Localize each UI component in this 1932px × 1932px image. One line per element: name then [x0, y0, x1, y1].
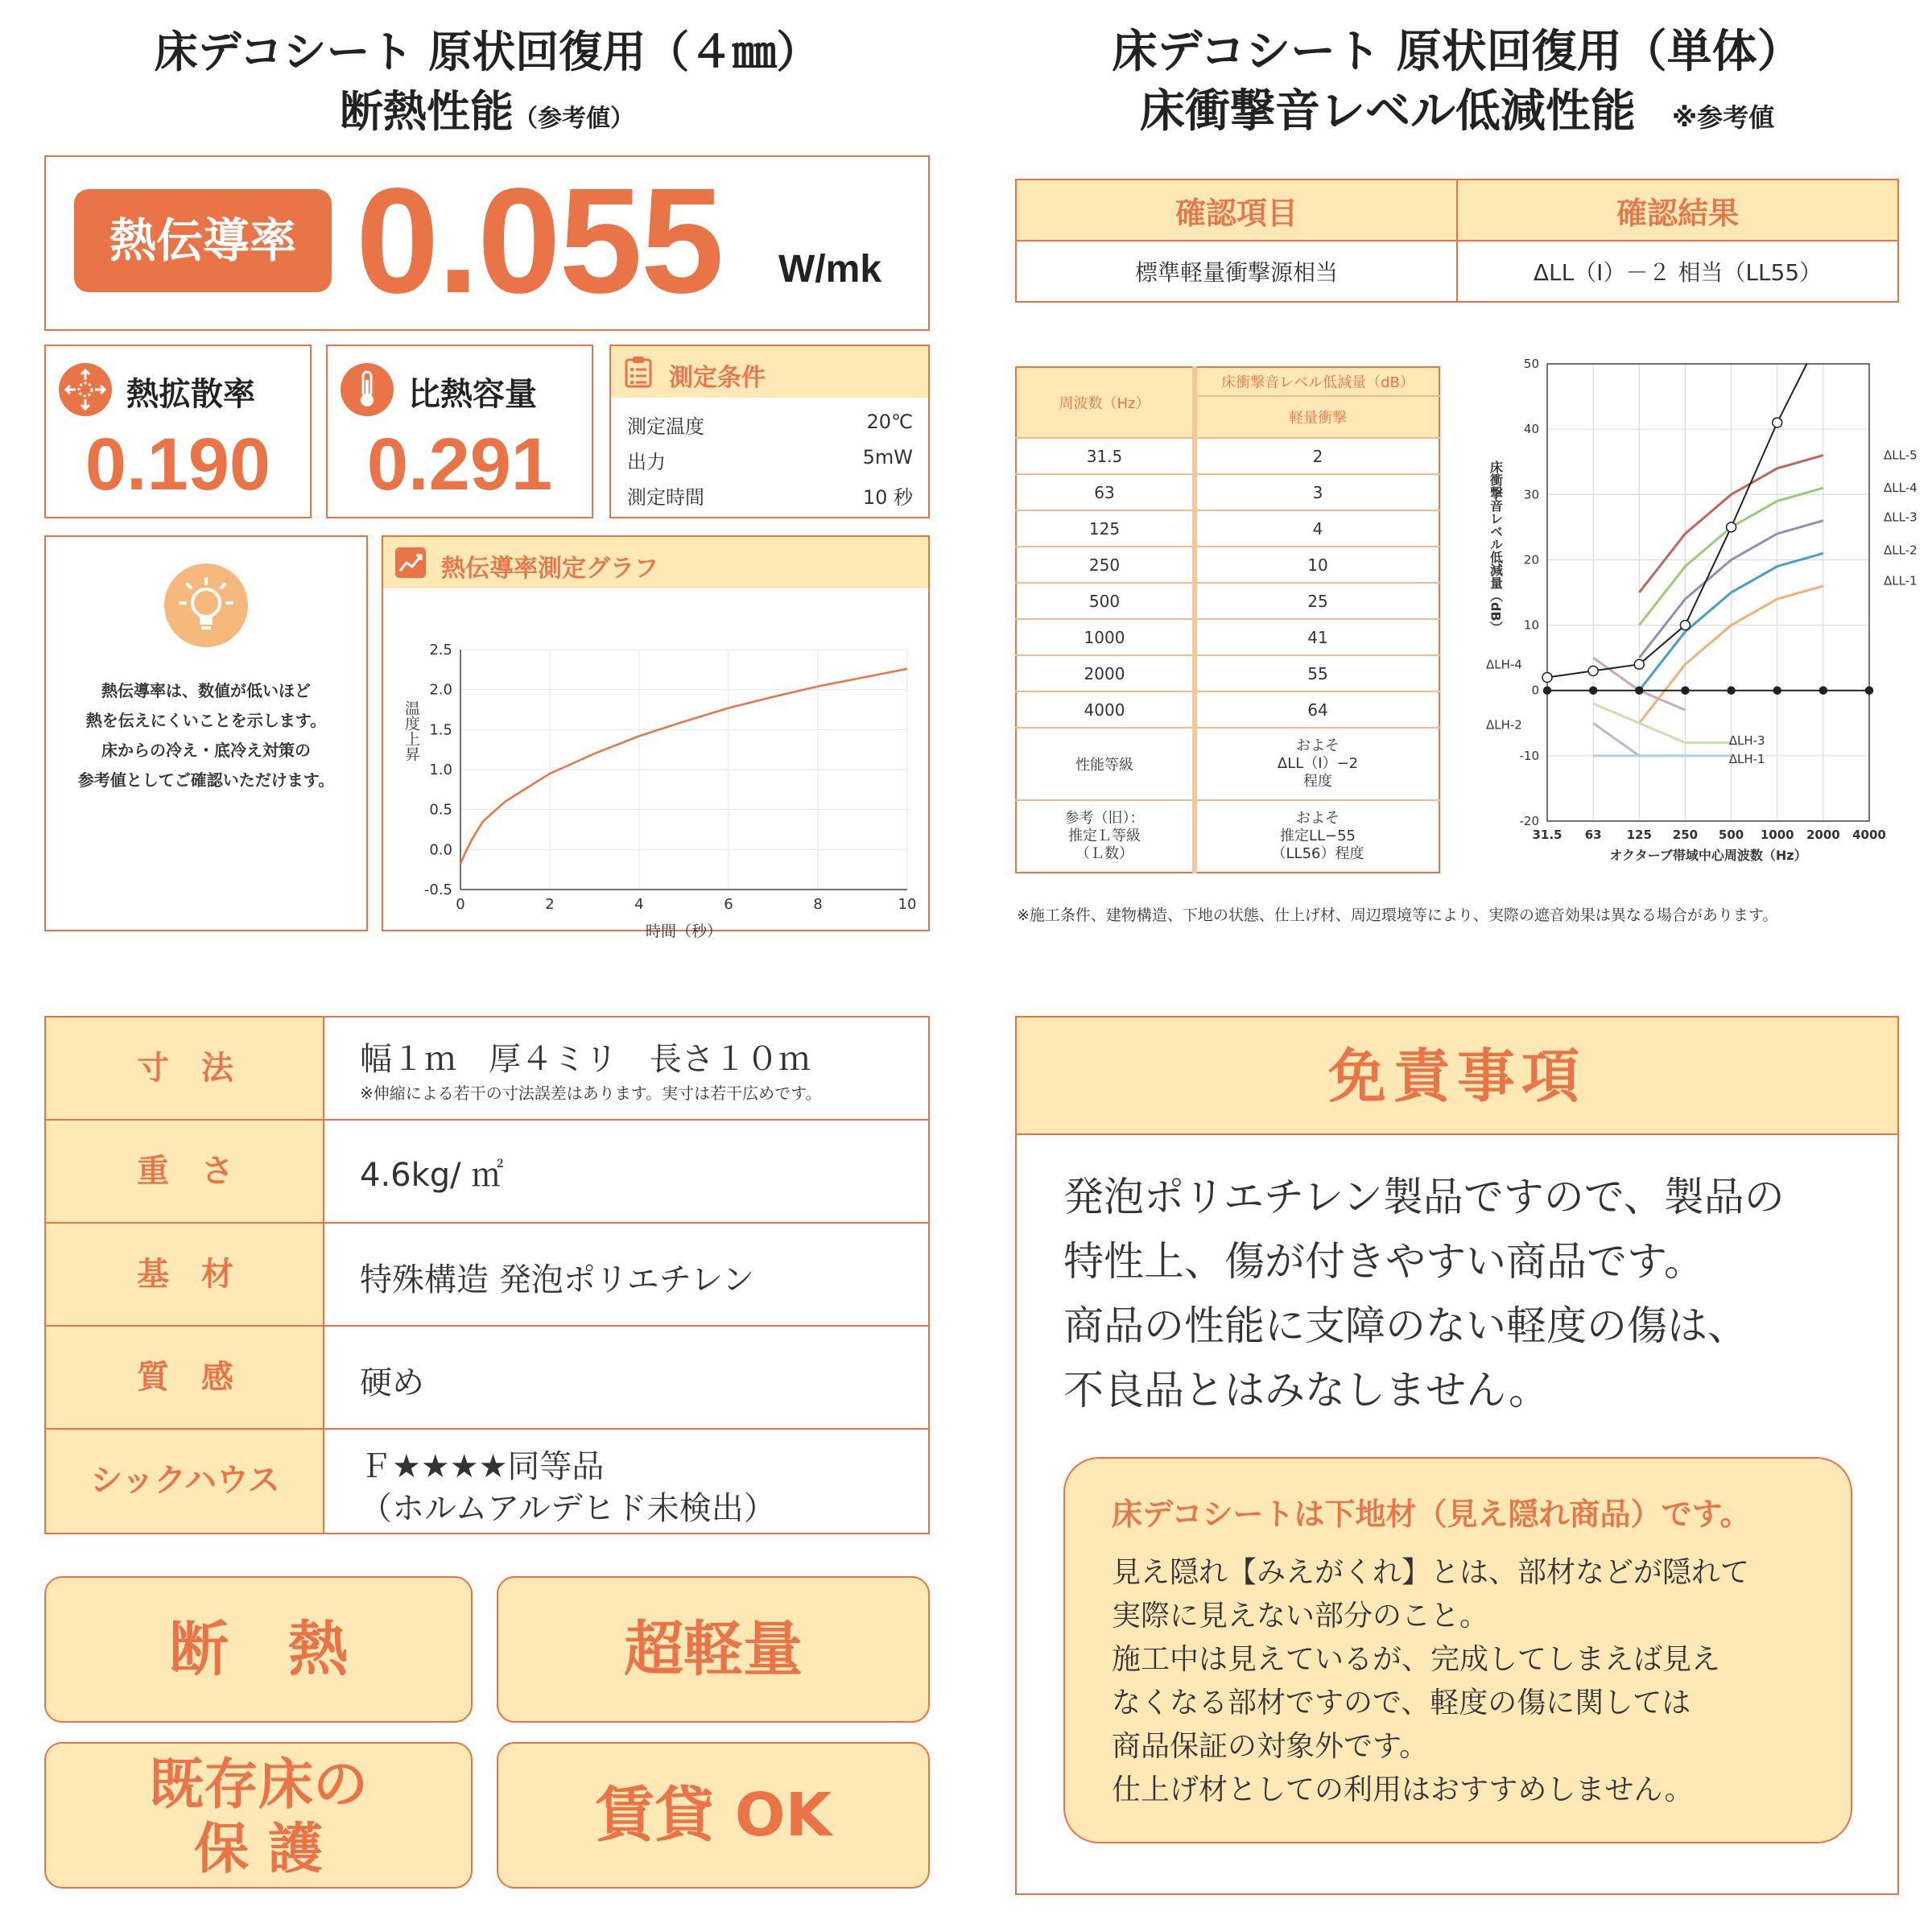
table-row-grade: 性能等級 およそ ΔLL（I）−2 程度	[1016, 728, 1439, 800]
sound-title-note: ※参考値	[1671, 102, 1775, 133]
insulation-title-line2: 断熱性能	[340, 86, 514, 137]
diffusivity-panel	[44, 345, 312, 518]
conditions-row	[627, 481, 913, 510]
conditions-row-value: 10 秒	[862, 486, 913, 509]
table-row: 250 10	[1016, 547, 1439, 583]
spec-value: Ｆ★★★★同等品	[360, 1448, 605, 1485]
table-row: 1000 41	[1016, 619, 1439, 655]
heat-conduction-chart	[383, 588, 928, 940]
x-tick-label: 10	[898, 896, 917, 913]
table-row: 2000 55	[1016, 655, 1439, 691]
x-tick-label: 8	[813, 896, 823, 913]
y-tick-label: -20	[1519, 814, 1539, 828]
x-tick-label: 0	[456, 896, 465, 913]
conditions-header	[611, 346, 928, 398]
y-tick-label: 1.5	[429, 721, 452, 739]
series-point	[1727, 522, 1736, 532]
disclaimer-panel	[1015, 1016, 1899, 1895]
spec-value: 4.6kg/ ㎡	[360, 1157, 504, 1194]
series-label: ΔLL-4	[1884, 481, 1918, 496]
spec-label: 質 感	[137, 1359, 233, 1396]
x-tick-label: 500	[1718, 828, 1744, 842]
disclaimer-text: 発泡ポリエチレン製品ですので、製品の 特性上、傷が付きやすい商品です。 商品の性能に支障のない軽度の傷は、 不良品とはみなしません。	[1063, 1174, 1785, 1414]
series-point	[1588, 666, 1598, 675]
series-line	[1547, 364, 1806, 677]
conditions-row-label: 出力	[627, 451, 666, 473]
spec-table	[44, 1016, 930, 1534]
feature-ultralight: 超軽量	[497, 1576, 930, 1723]
y-tick-label: 0	[1531, 683, 1539, 698]
series-label: ΔLH-2	[1486, 717, 1522, 733]
conductivity-panel	[44, 155, 930, 331]
conditions-row	[627, 446, 913, 474]
series-point	[1590, 687, 1597, 694]
diffusion-arrows-icon	[58, 362, 113, 417]
x-axis-label: 時間（秒）	[645, 923, 723, 940]
specific-heat-panel	[326, 345, 593, 518]
feature-rental-ok: 賃貸 OK	[497, 1742, 930, 1889]
spec-row	[46, 1224, 928, 1327]
y-tick-label: -10	[1519, 748, 1539, 763]
temperature-series-line	[460, 669, 907, 864]
series-point	[1634, 659, 1644, 669]
table-header-light: 軽量衝撃	[1195, 396, 1439, 438]
spec-label: 寸 法	[137, 1050, 233, 1087]
y-tick-label: -0.5	[423, 881, 452, 898]
sound-footnote: ※施工条件、建物構造、下地の状態、仕上げ材、周辺環境等により、実際の遮音効果は異なる場合があります。	[1017, 906, 1778, 924]
conductivity-value: 0.055	[356, 158, 723, 324]
conditions-title: 測定条件	[669, 364, 766, 392]
plot-frame	[1547, 364, 1869, 821]
insulation-title-note: （参考値）	[514, 105, 634, 133]
insulation-title-line1: 床デコシート 原状回復用（４㎜）	[154, 27, 820, 77]
conditions-row-value: 20℃	[866, 411, 913, 433]
table-row: 125 4	[1016, 510, 1439, 547]
sound-title	[1016, 24, 1898, 154]
series-label: ΔLH-3	[1728, 733, 1765, 749]
series-label: ΔLL-3	[1884, 510, 1918, 525]
thermometer-icon	[340, 362, 394, 417]
y-axis-label: 床衝撃音レベル低減量（dB）	[1488, 460, 1504, 634]
series-point	[1866, 687, 1873, 694]
summary-row	[1016, 241, 1898, 302]
conditions-row	[627, 411, 913, 439]
summary-item: 標準軽量衝撃源相当	[1016, 241, 1457, 302]
conditions-row-label: 測定時間	[627, 486, 704, 509]
series-point	[1680, 621, 1690, 630]
note-text: 熱伝導率は、数値が低いほど 熱を伝えにくいことを示します。 床からの冷え・底冷え対策の 参考値としてご確認いただけます。	[77, 681, 335, 790]
series-label: ΔLL-5	[1884, 448, 1918, 463]
table-row: 500 25	[1016, 583, 1439, 619]
series-label: ΔLH-4	[1486, 657, 1522, 672]
summary-header-item: 確認項目	[1016, 180, 1457, 241]
series-point	[1773, 687, 1781, 694]
spec-row	[46, 1327, 928, 1430]
x-axis-label: オクターブ帯域中心周波数（Hz）	[1609, 848, 1807, 863]
x-tick-label: 4	[634, 896, 644, 913]
disclaimer-title: 免責事項	[1017, 1018, 1897, 1135]
hidden-material-box	[1063, 1457, 1852, 1843]
diffusivity-label: 熱拡散率	[126, 376, 255, 413]
series-point	[1682, 687, 1689, 694]
spec-value: 幅１ｍ 厚４ミリ 長さ１０ｍ	[360, 1041, 811, 1078]
x-tick-label: 1000	[1760, 828, 1794, 842]
series-point	[1819, 687, 1827, 694]
series-label: ΔLL-2	[1884, 543, 1918, 558]
sound-data-table	[1015, 366, 1440, 873]
table-header-frequency: 周波数（Hz）	[1016, 367, 1195, 438]
conditions-row-label: 測定温度	[627, 415, 704, 438]
x-tick-label: 31.5	[1532, 828, 1563, 842]
clipboard-icon	[624, 356, 653, 388]
specific-heat-label: 比熱容量	[408, 376, 537, 413]
summary-header-row	[1016, 180, 1898, 241]
hidden-material-text: 見え隠れ【みえがくれ】とは、部材などが隠れて 実際に見えない部分のこと。 施工中は見えているが、完成してしまえば見え なくなる部材ですので、軽度の傷に関しては 商品保証の対象外です。 仕上げ材としての利用はおすすめしません。	[1112, 1556, 1750, 1806]
conditions-row-value: 5mW	[862, 446, 913, 469]
table-row: 31.5 2	[1016, 438, 1439, 474]
spec-row	[46, 1018, 928, 1121]
note-panel	[44, 535, 368, 931]
feature-insulation: 断 熱	[44, 1576, 473, 1723]
series-label: ΔLL-1	[1884, 573, 1918, 588]
y-axis-label: 温度上昇	[402, 700, 420, 762]
spec-value: 特殊構造 発泡ポリエチレン	[360, 1261, 755, 1298]
x-tick-label: 125	[1626, 828, 1652, 842]
table-row: 63 3	[1016, 474, 1439, 510]
spec-label: 基 材	[137, 1256, 233, 1293]
table-row-reference: 参考（旧）： 推定Ｌ等級 （Ｌ数） およそ 推定LL−55 （LL56）程度	[1016, 800, 1439, 873]
spec-row	[46, 1430, 928, 1533]
spec-label: シックハウス	[90, 1462, 280, 1499]
hidden-material-title: 床デコシートは下地材（見え隠れ商品）です。	[1112, 1496, 1751, 1532]
series-point	[1773, 418, 1782, 427]
y-tick-label: 2.0	[429, 681, 452, 699]
chart-line-icon	[394, 547, 427, 579]
y-tick-label: 50	[1523, 357, 1539, 371]
summary-result: ΔLL（I）－２ 相当（LL55）	[1457, 241, 1898, 302]
sound-title-line2: 床衝撃音レベル低減性能	[1139, 85, 1636, 138]
y-tick-label: 2.5	[429, 642, 452, 658]
spec-label: 重 さ	[137, 1153, 233, 1190]
x-tick-label: 4000	[1852, 828, 1886, 842]
spec-value-sub: （ホルムアルデヒド未検出）	[360, 1490, 776, 1527]
y-tick-label: 0.0	[429, 841, 452, 859]
series-point	[1728, 687, 1735, 694]
series-point	[1636, 687, 1643, 694]
y-tick-label: 0.5	[429, 801, 452, 819]
conductivity-unit: W/mk	[778, 248, 882, 291]
series-point	[1542, 672, 1552, 682]
spec-note: ※伸縮による若干の寸法誤差はあります。実寸は若干広めです。	[360, 1084, 822, 1103]
conductivity-badge: 熱伝導率	[74, 189, 332, 292]
x-tick-label: 250	[1672, 828, 1699, 842]
y-tick-label: 20	[1523, 552, 1539, 568]
summary-header-result: 確認結果	[1457, 180, 1898, 241]
y-tick-label: 40	[1523, 422, 1539, 437]
x-tick-label: 2	[545, 896, 555, 913]
x-tick-label: 2000	[1806, 828, 1840, 842]
sound-summary-table	[1015, 179, 1899, 303]
diffusivity-value: 0.190	[85, 423, 271, 506]
series-point	[1544, 687, 1551, 694]
specific-heat-value: 0.291	[366, 423, 553, 506]
conditions-panel	[609, 345, 930, 518]
y-tick-label: 1.0	[429, 762, 452, 778]
table-header-reduction: 床衝撃音レベル低減量（dB）	[1195, 367, 1439, 396]
y-tick-label: 10	[1523, 617, 1539, 633]
spec-row	[46, 1121, 928, 1224]
series-label: ΔLH-1	[1728, 751, 1765, 766]
graph-title: 熱伝導率測定グラフ	[441, 555, 658, 583]
table-row: 4000 64	[1016, 691, 1439, 728]
graph-header	[383, 537, 928, 588]
sound-reduction-chart	[1481, 346, 1924, 886]
spec-value: 硬め	[360, 1364, 424, 1402]
x-tick-label: 6	[724, 896, 733, 913]
insulation-title	[44, 24, 930, 154]
lightbulb-icon	[163, 563, 249, 648]
y-tick-label: 30	[1523, 487, 1539, 502]
graph-panel	[382, 535, 930, 940]
x-tick-label: 63	[1584, 828, 1602, 842]
sound-title-line1: 床デコシート 原状回復用（単体）	[1112, 26, 1802, 78]
feature-floor-protection: 既存床の 保 護	[44, 1742, 473, 1889]
